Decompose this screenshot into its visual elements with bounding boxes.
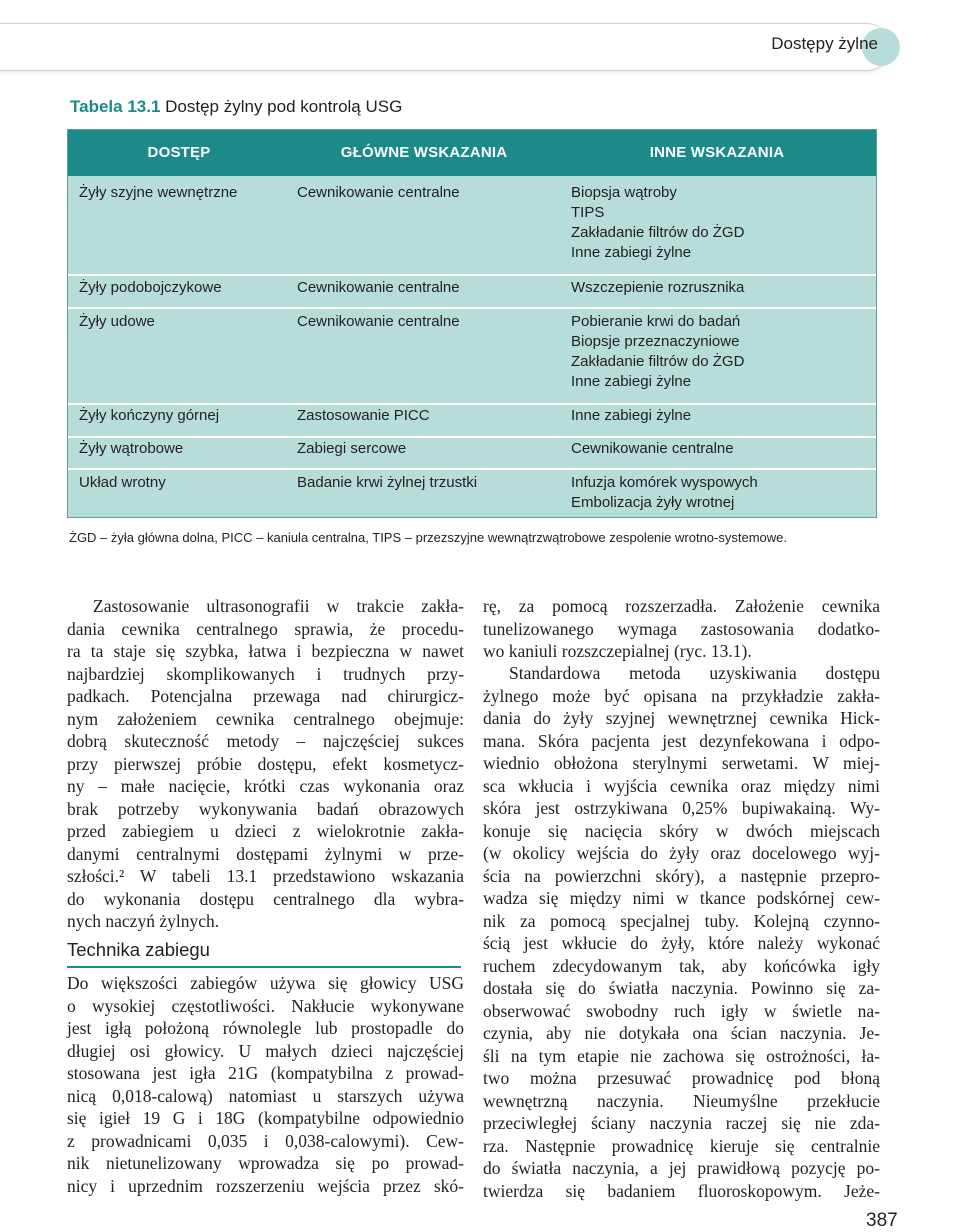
other-indication: Inne zabiegi żylne <box>571 407 692 424</box>
table-cell-main: Zabiegi sercowe <box>297 440 407 457</box>
text-line: najbardziej skomplikowanych i trudnych przy- <box>67 663 464 684</box>
text-line: rę, za pomocą rozszerzadła. Założenie cewnika <box>483 596 880 616</box>
other-indication: Biopsje przeznaczyniowe <box>571 333 740 350</box>
text-line: ra ta staje się szybka, łatwa i bezpieczna w nawet <box>67 641 464 661</box>
text-line: szłości.² W tabeli 13.1 przedstawiono wskazania <box>67 866 464 886</box>
table-cell-access: Układ wrotny <box>79 474 166 491</box>
text-line: do światła naczynia, a jej prawidłową pozycję po- <box>483 1158 880 1178</box>
left-column-paragraph-2 <box>67 972 464 1197</box>
section-heading: Technika zabiegu <box>67 939 210 960</box>
text-line: two można przesuwać prowadnicę pod błoną <box>483 1068 880 1088</box>
text-line: rza. Następnie prowadnicę kieruje się centralnie <box>483 1135 880 1156</box>
text-line: dania cewnika centralnego sprawia, że procedu- <box>67 618 464 639</box>
table-header-main: GŁÓWNE WSKAZANIA <box>340 144 508 161</box>
text-line: się igieł 19 G i 18G (kompatybilne odpowiednio <box>67 1108 464 1128</box>
text-line: stosowana jest igła 21G (kompatybilna z prowad- <box>67 1063 464 1083</box>
text-line: padkach. Potencjalna przewaga nad chirurgicz- <box>67 686 464 706</box>
table-cell-other <box>571 278 744 298</box>
text-line: z prowadnicami 0,035 i 0,038-calowymi). Cew- <box>67 1130 464 1151</box>
other-indication: Wszczepienie rozrusznika <box>571 279 745 296</box>
other-indication: TIPS <box>571 204 605 221</box>
table-cell-main: Zastosowanie PICC <box>297 407 430 424</box>
other-indication: Cewnikowanie centralne <box>571 440 734 457</box>
section-heading-rule <box>67 966 461 968</box>
text-line: nicy i uprzednim rozszerzeniu wejścia przez skó- <box>67 1175 464 1196</box>
text-line: (w okolicy wejścia do żyły oraz docelowego wyj- <box>483 843 880 863</box>
text-line: obserwować swobodny ruch igły w świetle na- <box>483 1000 880 1021</box>
row-divider <box>68 307 876 309</box>
table-cell-access: Żyły podobojczykowe <box>79 279 222 296</box>
running-header-title: Dostępy żylne <box>771 34 878 53</box>
table-cell-main: Cewnikowanie centralne <box>297 279 460 296</box>
running-header-bar <box>0 23 890 71</box>
text-line: ny – małe nacięcie, krótki czas wykonania oraz <box>67 776 464 796</box>
table-caption-label: Tabela 13.1 <box>70 97 161 116</box>
text-line: nym założeniem cewnika centralnego obejmuje: <box>67 708 464 729</box>
text-line: mana. Skóra pacjenta jest dezynfekowana i odpo- <box>483 730 880 751</box>
table-cell-other <box>571 312 744 392</box>
table-cell-other <box>571 473 758 513</box>
text-line: ruchem zdecydowanym tak, aby końcówka igły <box>483 955 880 976</box>
table-cell-access: Żyły wątrobowe <box>79 440 184 457</box>
text-line: twierdza się badaniem fluoroskopowym. Jeże- <box>483 1180 880 1201</box>
text-line: konuje się nacięcia skóry w dwóch miejscach <box>483 820 880 841</box>
text-line: dostała się do światła naczynia. Powinno się za- <box>483 978 880 998</box>
text-line: wo kaniuli rozszczepialnej (ryc. 13.1). <box>483 641 752 661</box>
text-line: jest igłą położoną równolegle lub prostopadle do <box>67 1018 464 1038</box>
row-divider <box>68 468 876 470</box>
table-cell-other <box>571 183 744 263</box>
table-cell-access: Żyły udowe <box>79 313 155 330</box>
text-line: o wysokiej częstotliwości. Nakłucie wykonywane <box>67 995 464 1016</box>
text-line: wadza się między nimi w tkance podskórnej cew- <box>483 888 880 908</box>
right-column-paragraph-1 <box>483 595 880 663</box>
page-number: 387 <box>866 1210 898 1231</box>
table-cell-other <box>571 406 691 426</box>
text-line: wewnętrzną naczynia. Nieumyślne przekłucie <box>483 1090 880 1111</box>
table-cell-main: Badanie krwi żylnej trzustki <box>297 474 478 491</box>
text-line: Zastosowanie ultrasonografii w trakcie zakła- <box>93 596 464 616</box>
text-line: sca wkłucia i wyjścia cewnika oraz między nimi <box>483 775 880 796</box>
text-line: ścia na powierzchni skóry), a następnie przepro- <box>483 865 880 886</box>
table-cell-main: Cewnikowanie centralne <box>297 313 460 330</box>
text-line: do wykonania dostępu centralnego dla wybra- <box>67 888 464 909</box>
text-line: przy pierwszej próbie dostępu, efekt kosmetycz- <box>67 753 464 774</box>
table-caption <box>70 97 402 117</box>
table-header-row <box>68 130 876 176</box>
text-line: dobrą skuteczność metody – najczęściej sukces <box>67 731 464 751</box>
other-indication: Pobieranie krwi do badań <box>571 313 741 330</box>
text-line: nych naczyń żylnych. <box>67 911 220 931</box>
text-line: skóra jest ostrzykiwana 0,25% bupiwakainą. Wy- <box>483 798 880 818</box>
other-indication: Zakładanie filtrów do ŻGD <box>571 353 745 370</box>
text-line: brak potrzeby wykonywania badań obrazowych <box>67 798 464 819</box>
text-line: ścią jest wkłucie do żyły, które należy wykonać <box>483 933 880 953</box>
text-line: czynia, aby nie dotykała ona ścian naczynia. Je- <box>483 1023 880 1043</box>
text-line: żylnego może być opisana na przykładzie zakła- <box>483 685 880 706</box>
text-line: nik za pomocą specjalnej tuby. Kolejną czynno- <box>483 910 880 931</box>
table-header-access: DOSTĘP <box>147 144 211 161</box>
table-cell-access: Żyły kończyny górnej <box>79 407 220 424</box>
other-indication: Embolizacja żyły wrotnej <box>571 494 735 511</box>
text-line: przed zabiegiem u dzieci z wielokrotnie zakła- <box>67 821 464 841</box>
table-caption-text: Dostęp żylny pod kontrolą USG <box>165 97 403 116</box>
table-cell-main: Cewnikowanie centralne <box>297 184 460 201</box>
text-line: dania do żyły szyjnej wewnętrznej cewnika Hick- <box>483 708 880 728</box>
row-divider <box>68 403 876 405</box>
text-line: przeciwległej ściany naczynia raczej się nie zda- <box>483 1113 880 1133</box>
other-indication: Infuzja komórek wyspowych <box>571 474 758 491</box>
table-cell-access: Żyły szyjne wewnętrzne <box>79 184 238 201</box>
row-divider <box>68 436 876 438</box>
other-indication: Zakładanie filtrów do ŻGD <box>571 224 745 241</box>
text-line: nicą 0,018-calową) natomiast u starszych używa <box>67 1085 464 1106</box>
table-13-1 <box>67 129 877 518</box>
other-indication: Biopsja wątroby <box>571 184 677 201</box>
text-line: danymi centralnymi dostępami żylnymi w prze- <box>67 843 464 864</box>
text-line: śli na tym etapie nie zachowa się ostrożności, ła- <box>483 1045 880 1066</box>
row-divider <box>68 274 876 276</box>
text-line: długiej osi głowicy. U małych dzieci najczęściej <box>67 1040 464 1061</box>
other-indication: Inne zabiegi żylne <box>571 244 692 261</box>
other-indication: Inne zabiegi żylne <box>571 373 692 390</box>
table-cell-other <box>571 439 734 459</box>
right-column-paragraph-2 <box>483 662 880 1202</box>
table-footnote: ŻGD – żyła główna dolna, PICC – kaniula centralna, TIPS – przezszyjne wewnątrzwątrobowe zespolenie wrotno-systemowe. <box>69 530 787 545</box>
text-line: wiednio obłożona sterylnymi serwetami. W miej- <box>483 753 880 773</box>
left-column-paragraph-1 <box>67 595 464 933</box>
text-line: tunelizowanego wymaga zastosowania dodatko- <box>483 618 880 639</box>
text-line: nik nietunelizowany wprowadza się po prowad- <box>67 1153 464 1173</box>
text-line: Do większości zabiegów używa się głowicy USG <box>67 973 464 993</box>
text-line: Standardowa metoda uzyskiwania dostępu <box>509 663 880 683</box>
table-header-other: INNE WSKAZANIA <box>649 144 785 161</box>
